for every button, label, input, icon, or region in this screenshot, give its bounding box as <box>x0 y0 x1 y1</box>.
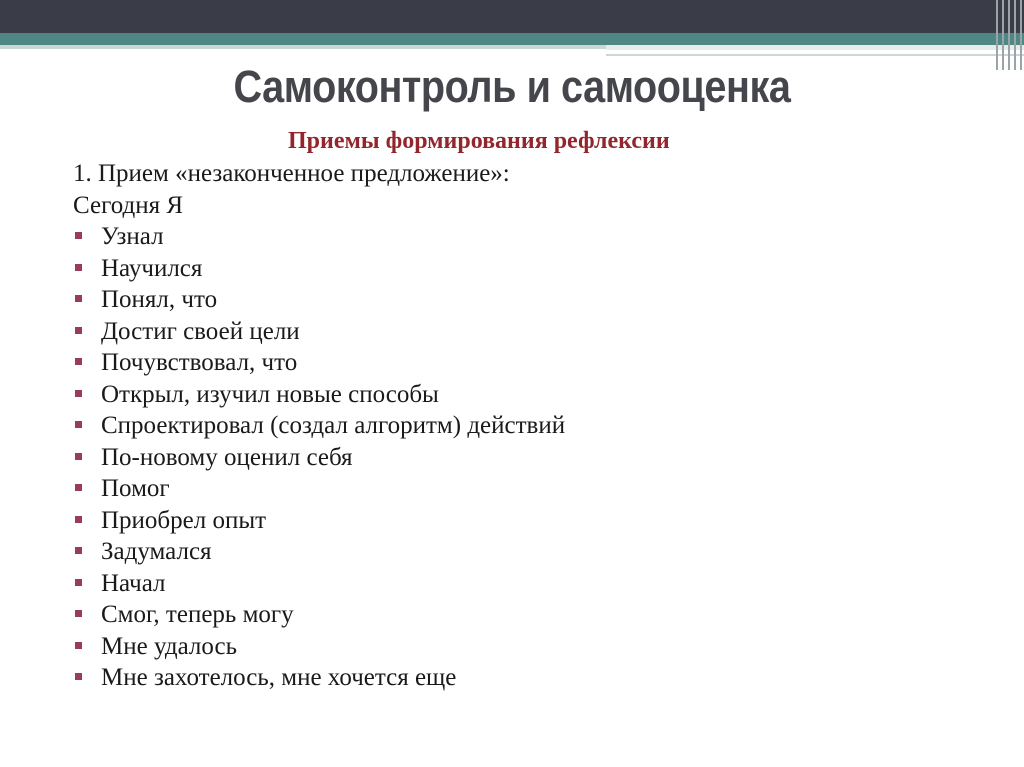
list-item-label: Мне захотелось, мне хочется еще <box>101 664 457 691</box>
list-item-label: Достиг своей цели <box>101 317 300 345</box>
list-item-label: Смог, теперь могу <box>101 601 294 628</box>
list-item <box>73 253 565 285</box>
square-bullet-icon <box>75 358 82 365</box>
square-bullet-icon <box>75 390 82 397</box>
list-item-label: Задумался <box>101 538 212 565</box>
square-bullet-icon <box>75 453 82 460</box>
list-item <box>73 568 565 600</box>
header-accent-bar <box>0 33 1024 45</box>
list-item-label: Начал <box>101 569 166 597</box>
header-accent-underline <box>0 45 606 49</box>
square-bullet-icon <box>75 642 82 649</box>
intro-line: 1. Прием «незаконченное предложение»: <box>73 160 510 187</box>
list-item-label: Открыл, изучил новые способы <box>101 380 439 408</box>
square-bullet-icon <box>75 547 82 554</box>
square-bullet-icon <box>75 295 82 302</box>
list-item-label: Приобрел опыт <box>101 506 267 534</box>
list-item <box>73 347 565 379</box>
square-bullet-icon <box>75 673 82 680</box>
square-bullet-icon <box>75 579 82 586</box>
list-item <box>73 410 565 442</box>
header-thin-line <box>606 54 1024 56</box>
square-bullet-icon <box>75 264 82 271</box>
list-item-label: Спроектировал (создал алгоритм) действий <box>101 412 566 439</box>
square-bullet-icon <box>75 327 82 334</box>
list-item <box>73 316 565 348</box>
list-item <box>73 662 565 694</box>
header-dark-bar <box>0 0 1024 33</box>
list-item-label: Узнал <box>101 223 164 250</box>
square-bullet-icon <box>75 484 82 491</box>
header-accent-underline-right <box>606 45 1024 50</box>
list-item-label: Мне удалось <box>101 632 238 660</box>
slide-content <box>73 158 565 694</box>
square-bullet-icon <box>75 421 82 428</box>
list-item <box>73 442 565 474</box>
list-item <box>73 536 565 568</box>
list-item-label: Помог <box>101 475 170 502</box>
list-item-label: Почувствовал, что <box>101 349 298 376</box>
slide-subtitle: Приемы формирования рефлексии <box>288 128 670 154</box>
bullet-list <box>73 221 565 694</box>
list-item <box>73 505 565 537</box>
list-item <box>73 631 565 663</box>
slide-title: Самоконтроль и самооценка <box>233 61 791 112</box>
list-item <box>73 599 565 631</box>
square-bullet-icon <box>75 516 82 523</box>
list-item <box>73 284 565 316</box>
square-bullet-icon <box>75 610 82 617</box>
list-item-label: Научился <box>101 254 203 282</box>
square-bullet-icon <box>75 232 82 239</box>
list-item <box>73 221 565 253</box>
list-item-label: Понял, что <box>101 286 218 313</box>
list-item-label: По-новому оценил себя <box>101 443 353 471</box>
list-item <box>73 379 565 411</box>
list-item <box>73 473 565 505</box>
header-vertical-stripes <box>994 0 1024 70</box>
lead-line: Сегодня Я <box>73 191 184 219</box>
